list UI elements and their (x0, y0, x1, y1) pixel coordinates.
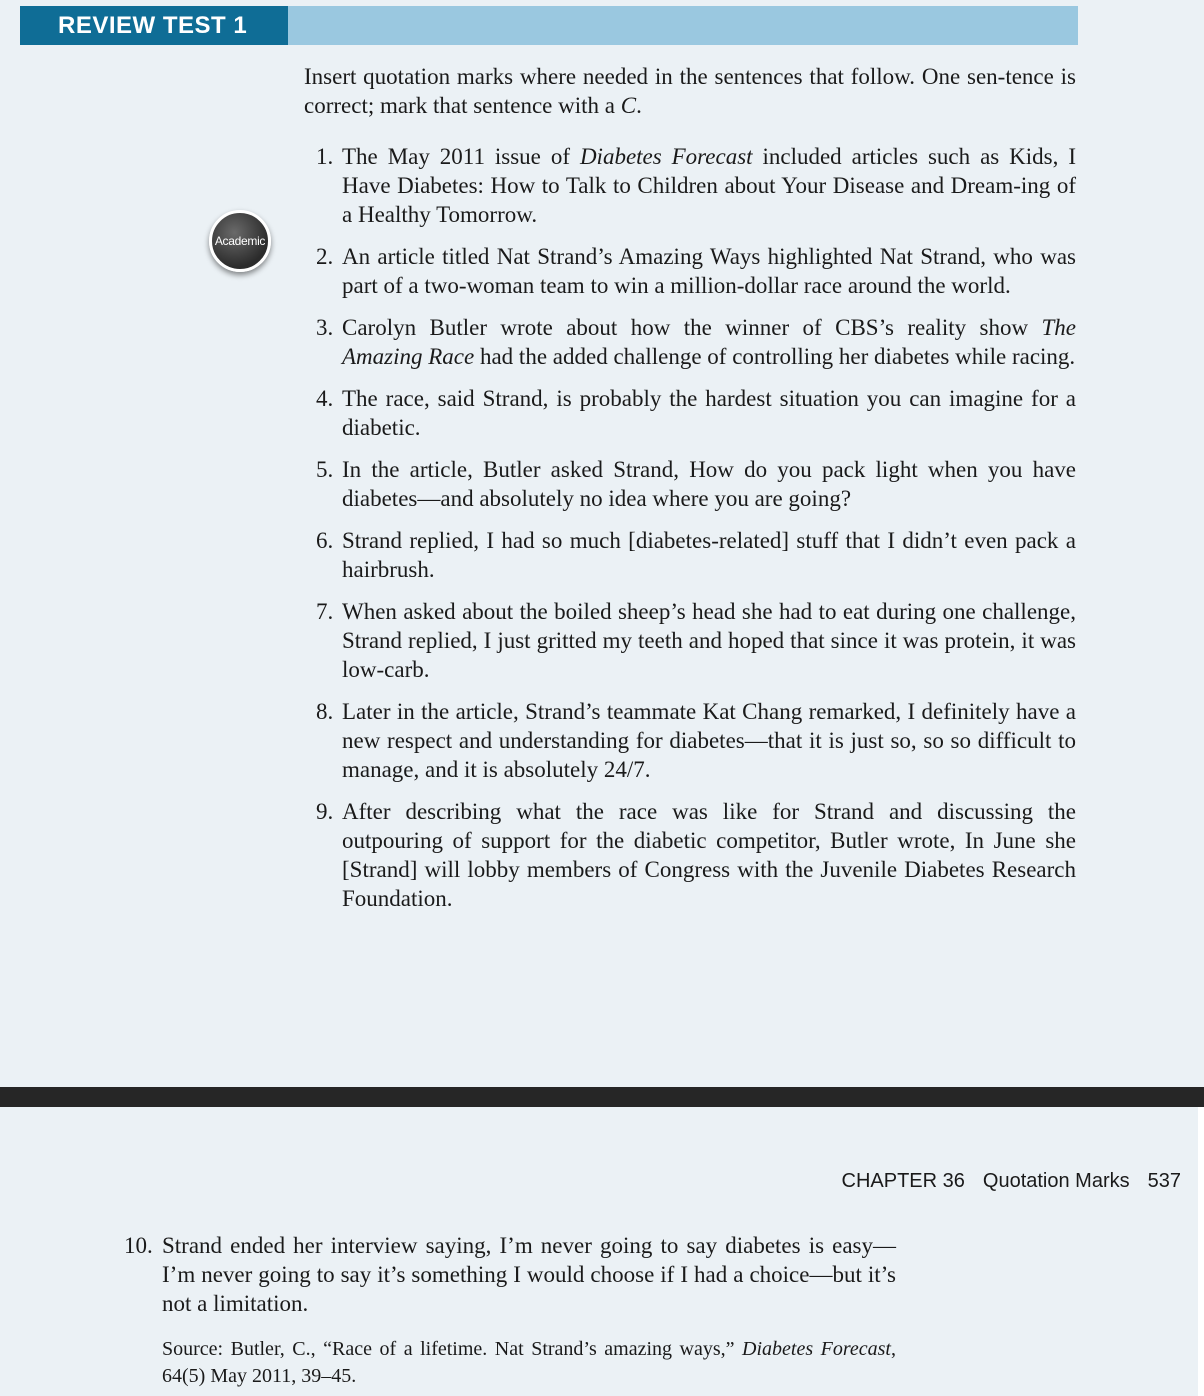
list-item: 6. Strand replied, I had so much [diabetes-related] stuff that I didn’t even pack a hairbrush. (316, 528, 1076, 582)
source-citation: Source: Butler, C., “Race of a lifetime. Nat Strand’s amazing ways,” Diabetes Forecast, 64(5) May 2011, 39–45. (162, 1338, 896, 1387)
exercise-list (304, 142, 1076, 926)
list-item: 7. When asked about the boiled sheep’s head she had to eat during one challenge, Strand replied, I just gritted my teeth and hoped that since it was protein, it was low-carb. (316, 599, 1076, 682)
academic-badge-icon[interactable]: Academic (209, 210, 271, 272)
chapter-label: CHAPTER 36 (841, 1170, 965, 1192)
list-item: 4. The race, said Strand, is probably the hardest situation you can imagine for a diabetic. (316, 386, 1076, 440)
review-test-title: REVIEW TEST 1 (20, 6, 288, 45)
running-head (842, 1170, 1181, 1193)
list-item: 9. After describing what the race was like for Strand and discussing the outpouring of support for the diabetic competitor, Butler wrote, In June she [Strand] will lobby members of Congress with the Juvenile Diabetes Research Foundation. (316, 799, 1076, 911)
review-test-header (20, 6, 1078, 45)
list-item: 5. In the article, Butler asked Strand, How do you pack light when you have diabetes—and absolutely no idea where you are going? (316, 457, 1076, 511)
page-number: 537 (1147, 1170, 1181, 1192)
list-item-10: 10. Strand ended her interview saying, I’m never going to say diabetes is easy—I’m never going to say it’s something I would choose if I had a choice—but it’s not a limitation. (124, 1233, 896, 1316)
instructions: Insert quotation marks where needed in the sentences that follow. One sen-tence is correct; mark that sentence with a C. (304, 64, 1076, 118)
list-item: 8. Later in the article, Strand’s teammate Kat Chang remarked, I definitely have a new respect and understanding for diabetes—that it is just so, so so difficult to manage, and it is absolutely 24/7. (316, 699, 1076, 782)
list-item: 3. Carolyn Butler wrote about how the winner of CBS’s reality show The Amazing Race had the added challenge of controlling her diabetes while racing. (316, 315, 1076, 369)
page-divider (0, 1087, 1204, 1107)
chapter-title: Quotation Marks (982, 1170, 1130, 1192)
list-item: 1. The May 2011 issue of Diabetes Forecast included articles such as Kids, I Have Diabetes: How to Talk to Children about Your Disease and Dream-ing of a Healthy Tomorrow. (316, 144, 1076, 227)
list-item: 2. An article titled Nat Strand’s Amazing Ways highlighted Nat Strand, who was part of a two-woman team to win a million-dollar race around the world. (316, 244, 1076, 298)
